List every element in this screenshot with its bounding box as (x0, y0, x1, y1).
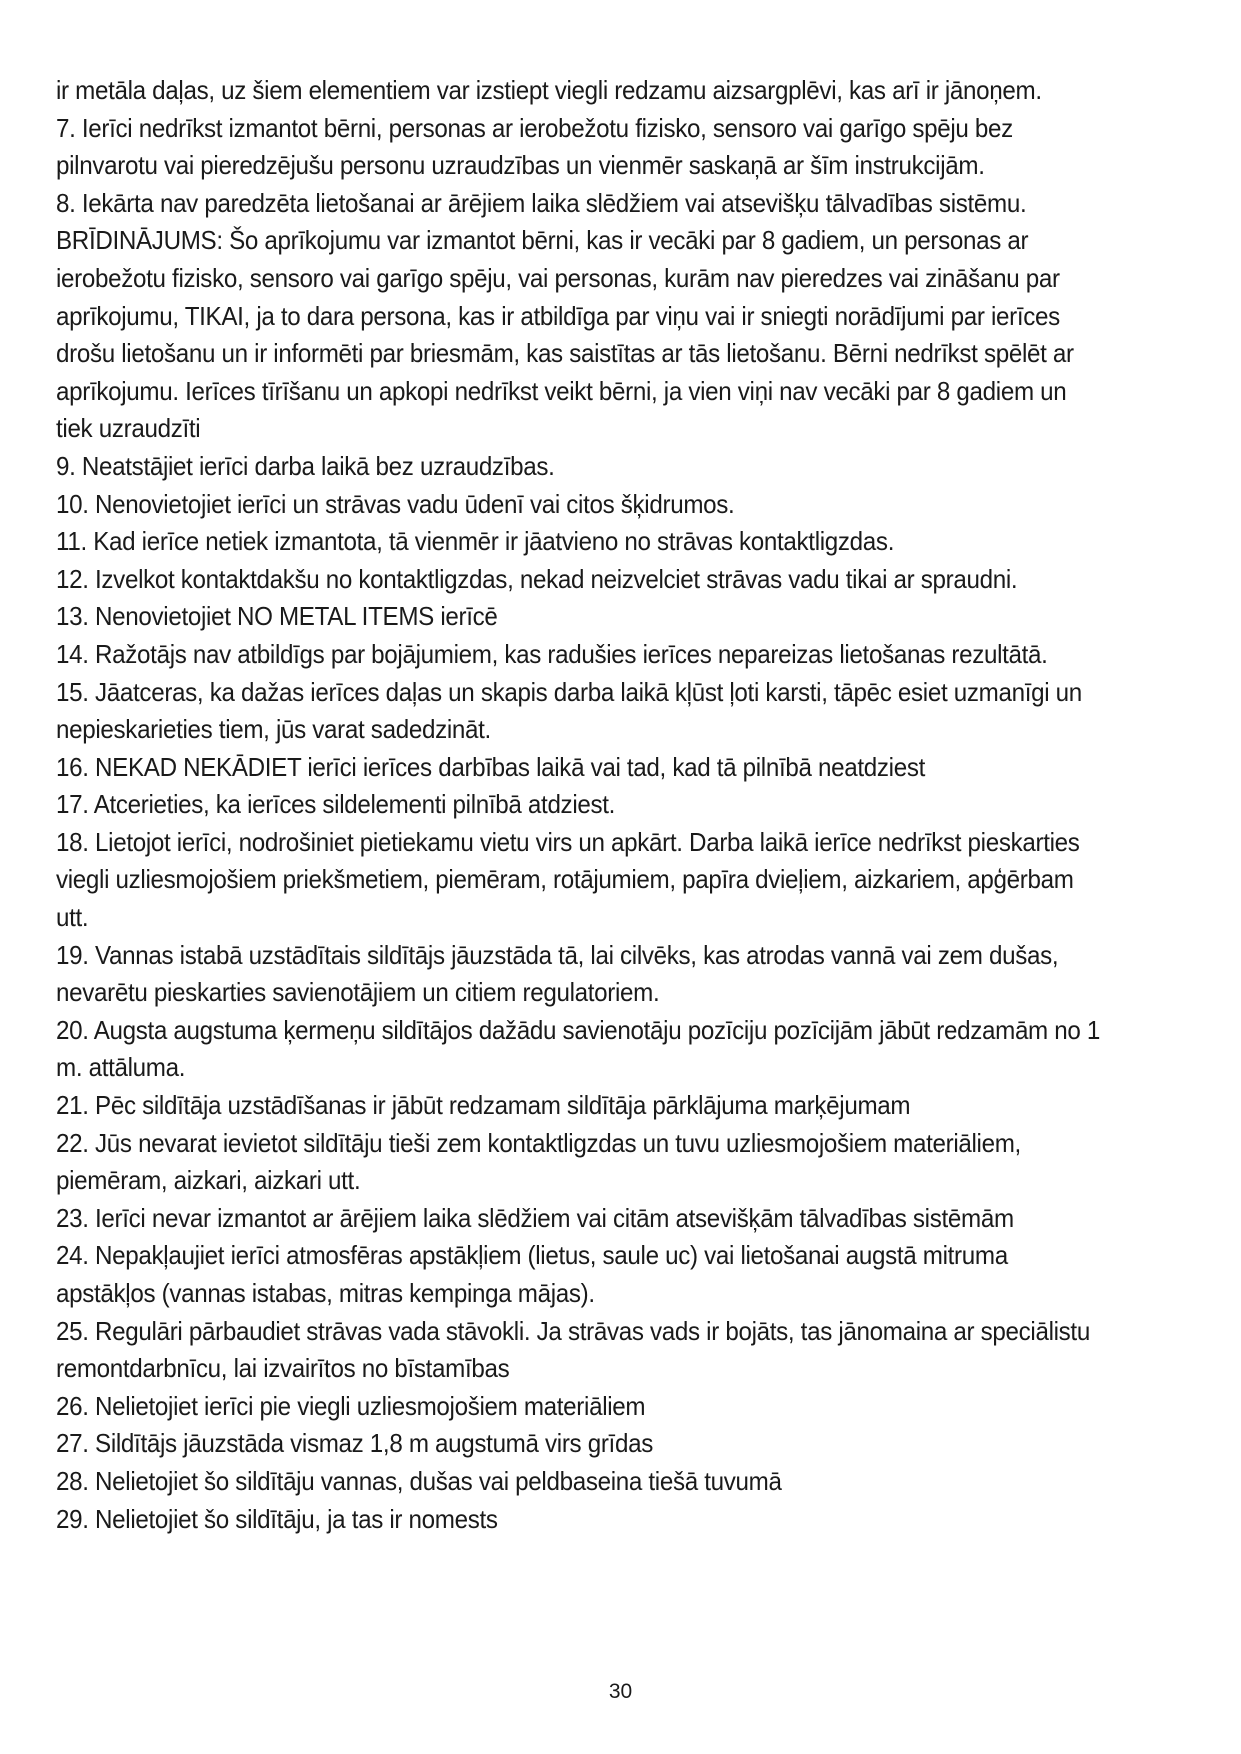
list-item-16: 16. NEKAD NEKĀDIET ierīci ierīces darbības laikā vai tad, kad tā pilnībā neatdziest (56, 751, 925, 782)
list-item-20: 20. Augsta augstuma ķermeņu sildītājos dažādu savienotāju pozīciju pozīcijām jābūt redzamām no 1 m. attāluma. (56, 1014, 1101, 1083)
list-item-9: 9. Neatstājiet ierīci darba laikā bez uzraudzības. (56, 450, 555, 481)
list-item-21: 21. Pēc sildītāja uzstādīšanas ir jābūt redzamam sildītāja pārklājuma marķējumam (56, 1090, 911, 1121)
paragraph-continuation: ir metāla daļas, uz šiem elementiem var izstiept viegli redzamu aizsargplēvi, kas arī ir jānoņem. (56, 75, 1042, 105)
list-item-23: 23. Ierīci nevar izmantot ar ārējiem laika slēdžiem vai citām atsevišķām tālvadības sistēmām (56, 1202, 1014, 1233)
list-item-8: 8. Iekārta nav paredzēta lietošanai ar ārējiem laika slēdžiem vai atsevišķu tālvadības sistēmu. (56, 187, 1027, 218)
list-item-11: 11. Kad ierīce netiek izmantota, tā vienmēr ir jāatvieno no strāvas kontaktligzdas. (56, 526, 895, 557)
list-item-19: 19. Vannas istabā uzstādītais sildītājs jāuzstāda tā, lai cilvēks, kas atrodas vannā vai zem dušas, nevarētu pieskarties savienotājiem un citiem regulatoriem. (56, 939, 1059, 1008)
list-item-27: 27. Sildītājs jāuzstāda vismaz 1,8 m augstumā virs grīdas (56, 1428, 653, 1459)
list-item-13: 13. Nenovietojiet NO METAL ITEMS ierīcē (56, 601, 498, 632)
document-body (56, 72, 1107, 1538)
list-item-28: 28. Nelietojiet šo sildītāju vannas, dušas vai peldbaseina tiešā tuvumā (56, 1465, 782, 1496)
list-item-25: 25. Regulāri pārbaudiet strāvas vada stāvokli. Ja strāvas vads ir bojāts, tas jānomaina ar speciālistu remontdarbnīcu, lai izvairītos no bīstamības (56, 1315, 1090, 1384)
list-item-7: 7. Ierīci nedrīkst izmantot bērni, personas ar ierobežotu fizisko, sensoro vai garīgo spēju bez pilnvarotu vai pieredzējušu personu uzraudzības un vienmēr saskaņā ar šīm instrukcijām. (56, 112, 1013, 181)
warning-paragraph: BRĪDINĀJUMS: Šo aprīkojumu var izmantot bērni, kas ir vecāki par 8 gadiem, un personas ar ierobežotu fizisko, sensoro vai garīgo spēju, vai personas, kurām nav pieredzes vai zināšanu par aprīkojumu, TIKAI, ja to dara persona, kas ir atbildīga par viņu vai ir sniegti norādījumi par ierīces drošu lietošanu un ir informēti par briesmām, kas saistītas ar tās lietošanu. Bērni nedrīkst spēlēt ar aprīkojumu. Ierīces tīrīšanu un apkopi nedrīkst veikt bērni, ja vien viņi nav vecāki par 8 gadiem un tiek uzraudzīti (56, 225, 1074, 444)
list-item-18: 18. Lietojot ierīci, nodrošiniet pietiekamu vietu virs un apkārt. Darba laikā ierīce nedrīkst pieskarties viegli uzliesmojošiem priekšmetiem, piemēram, rotājumiem, papīra dvieļiem, aizkariem, apģērbam utt. (56, 826, 1080, 933)
list-item-26: 26. Nelietojiet ierīci pie viegli uzliesmojošiem materiāliem (56, 1390, 646, 1421)
page-number: 30 (608, 1680, 633, 1703)
list-item-17: 17. Atcerieties, ka ierīces sildelementi pilnībā atdziest. (56, 789, 616, 820)
list-item-12: 12. Izvelkot kontaktdakšu no kontaktligzdas, nekad neizvelciet strāvas vadu tikai ar spraudni. (56, 563, 1018, 594)
list-item-14: 14. Ražotājs nav atbildīgs par bojājumiem, kas radušies ierīces nepareizas lietošanas rezultātā. (56, 638, 1048, 669)
list-item-15: 15. Jāatceras, ka dažas ierīces daļas un skapis darba laikā kļūst ļoti karsti, tāpēc esiet uzmanīgi un nepieskarieties tiem, jūs varat sadedzināt. (56, 676, 1082, 745)
list-item-22: 22. Jūs nevarat ievietot sildītāju tieši zem kontaktligzdas un tuvu uzliesmojošiem materiāliem, piemēram, aizkari, aizkari utt. (56, 1127, 1021, 1196)
list-item-10: 10. Nenovietojiet ierīci un strāvas vadu ūdenī vai citos šķidrumos. (56, 488, 735, 519)
list-item-24: 24. Nepakļaujiet ierīci atmosfēras apstākļiem (lietus, saule uc) vai lietošanai augstā mitruma apstākļos (vannas istabas, mitras kempinga mājas). (56, 1240, 1008, 1308)
list-item-29: 29. Nelietojiet šo sildītāju, ja tas ir nomests (56, 1503, 498, 1534)
